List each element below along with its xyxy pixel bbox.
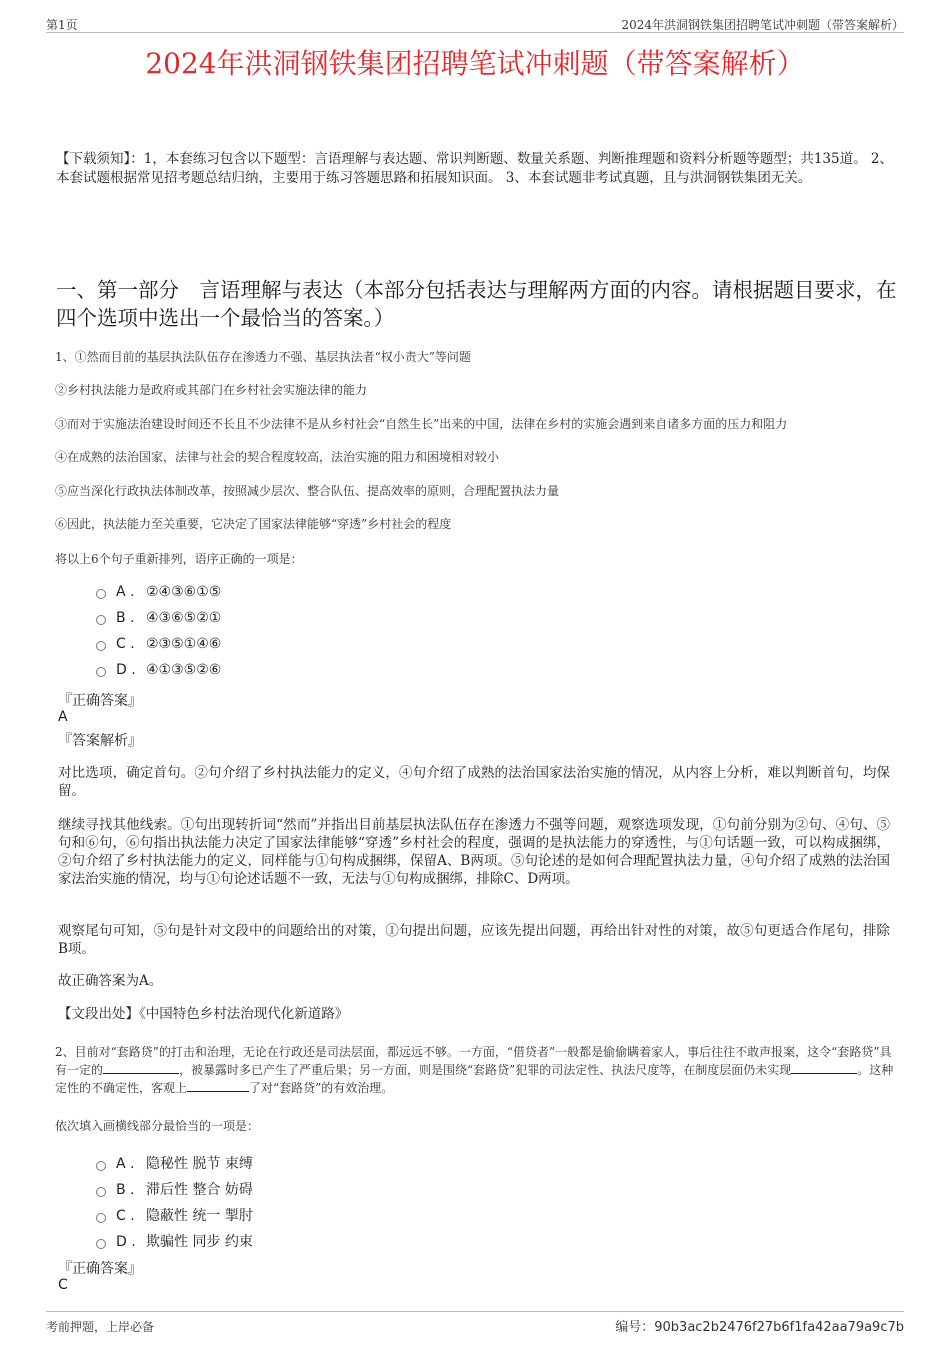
- page-title: 2024年洪洞钢铁集团招聘笔试冲刺题（带答案解析）: [145, 47, 805, 80]
- q1-option-a[interactable]: A . ②④③⑥①⑤: [96, 584, 221, 600]
- q2-option-b[interactable]: B . 滞后性 整合 妨碍: [96, 1179, 253, 1199]
- q1-sentence-5: ⑤应当深化行政执法体制改革，按照减少层次、整合队伍、提高效率的原则，合理配置执法力量: [55, 484, 560, 498]
- page-header: [46, 14, 904, 33]
- q2-option-c[interactable]: C . 隐蔽性 统一 掣肘: [96, 1205, 253, 1225]
- radio-icon[interactable]: [96, 667, 106, 677]
- radio-icon[interactable]: [96, 1213, 106, 1223]
- blank-3[interactable]: [187, 1079, 249, 1092]
- q1-sentence-1: 1、①然而目前的基层执法队伍存在渗透力不强、基层执法者“权小责大”等问题: [55, 350, 471, 364]
- radio-icon[interactable]: [96, 615, 106, 625]
- blank-1[interactable]: [103, 1061, 179, 1074]
- q2-stem: 2、目前对“套路贷”的打击和治理，无论在行政还是司法层面，都远远不够。一方面，“借贷者”一般都是偷偷瞒着家人，事后往往不敢声报案，这令“套路贷”具有一定的 ，被暴露时多已产生了严重后果；另一方面，则是围绕“套路贷”犯罪的司法定性、执法尺度等，在制度层面仍未实现 。这种定性的不确定性，客观上 了对“套路贷”的有效治理。: [55, 1045, 894, 1095]
- q2-prompt: 依次填入画横线部分最恰当的一项是：: [55, 1119, 260, 1133]
- blank-2[interactable]: [791, 1061, 857, 1074]
- q1-answer-label: 『正确答案』: [58, 693, 142, 709]
- radio-icon[interactable]: [96, 589, 106, 599]
- q1-sentence-6: ⑥因此，执法能力至关重要，它决定了国家法律能够“穿透”乡村社会的程度: [55, 517, 452, 531]
- q1-analysis-para-1: 对比选项，确定首句。②句介绍了乡村执法能力的定义，④句介绍了成熟的法治国家法治实施的情况，从内容上分析，难以判断首句，均保留。: [58, 765, 890, 799]
- page-number: 第1页: [46, 18, 78, 32]
- q2-option-d[interactable]: D . 欺骗性 同步 约束: [96, 1231, 253, 1251]
- page-footer: [46, 1311, 904, 1334]
- q1-analysis-label: 『答案解析』: [58, 733, 142, 749]
- q1-option-b[interactable]: B . ④③⑥⑤②①: [96, 610, 221, 626]
- q2-answer: C: [58, 1277, 68, 1293]
- radio-icon[interactable]: [96, 1239, 106, 1249]
- radio-icon[interactable]: [96, 641, 106, 651]
- q1-source: 【文段出处】《中国特色乡村法治现代化新道路》: [58, 1006, 349, 1022]
- q1-option-d[interactable]: D . ④①③⑤②⑥: [96, 662, 221, 678]
- q1-sentence-4: ④在成熟的法治国家，法律与社会的契合程度较高，法治实施的阻力和困境相对较小: [55, 450, 500, 464]
- q1-sentence-2: ②乡村执法能力是政府或其部门在乡村社会实施法律的能力: [55, 383, 368, 397]
- q1-answer: A: [58, 709, 68, 725]
- q1-prompt: 将以上6个句子重新排列，语序正确的一项是：: [55, 552, 303, 566]
- q1-sentence-3: ③而对于实施法治建设时间还不长且不少法律不是从乡村社会“自然生长”出来的中国，法律在乡村的实施会遇到来自诸多方面的压力和阻力: [55, 417, 788, 431]
- q1-analysis-para-2: 继续寻找其他线索。①句出现转折词“然而”并指出目前基层执法队伍存在渗透力不强等问题，观察选项发现，①句前分别为②句、④句、⑤句和⑥句，⑥句指出执法能力决定了国家法律能够“穿透”乡村社会的程度，强调的是执法能力的穿透性，与①句话题一致，可以构成捆绑，②句介绍了乡村执法能力的定义，同样能与①句构成捆绑，保留A、B两项。⑤句论述的是如何合理配置执法力量，④句介绍了成熟的法治国家法治实施的情况，均与①句论述话题不一致，无法与①句构成捆绑，排除C、D两项。: [58, 817, 890, 887]
- header-doc-title: 2024年洪洞钢铁集团招聘笔试冲刺题（带答案解析）: [621, 18, 904, 32]
- q2-option-a[interactable]: A . 隐秘性 脱节 束缚: [96, 1153, 253, 1173]
- q1-analysis-para-4: 故正确答案为A。: [58, 973, 163, 989]
- section-heading: 一、第一部分 言语理解与表达（本部分包括表达与理解两方面的内容。请根据题目要求，在四个选项中选出一个最恰当的答案。）: [56, 278, 897, 330]
- download-notice: 【下载须知】：1，本套练习包含以下题型：言语理解与表达题、常识判断题、数量关系题、判断推理题和资料分析题等题型；共135道。 2、本套试题根据常见招考题总结归纳，主要用于练习答题思路和拓展知识面。 3、本套试题非考试真题，且与洪洞钢铁集团无关。: [56, 151, 893, 186]
- footer-code: 编号：90b3ac2b2476f27b6f1fa42aa79a9c7b: [615, 1320, 904, 1335]
- q1-option-c[interactable]: C . ②③⑤①④⑥: [96, 636, 221, 652]
- radio-icon[interactable]: [96, 1161, 106, 1171]
- q2-answer-label: 『正确答案』: [58, 1261, 142, 1277]
- q1-analysis-para-3: 观察尾句可知，⑤句是针对文段中的问题给出的对策，①句提出问题，应该先提出问题，再给出针对性的对策，故⑤句更适合作尾句，排除B项。: [58, 923, 890, 957]
- radio-icon[interactable]: [96, 1187, 106, 1197]
- footer-slogan: 考前押题，上岸必备: [46, 1320, 155, 1334]
